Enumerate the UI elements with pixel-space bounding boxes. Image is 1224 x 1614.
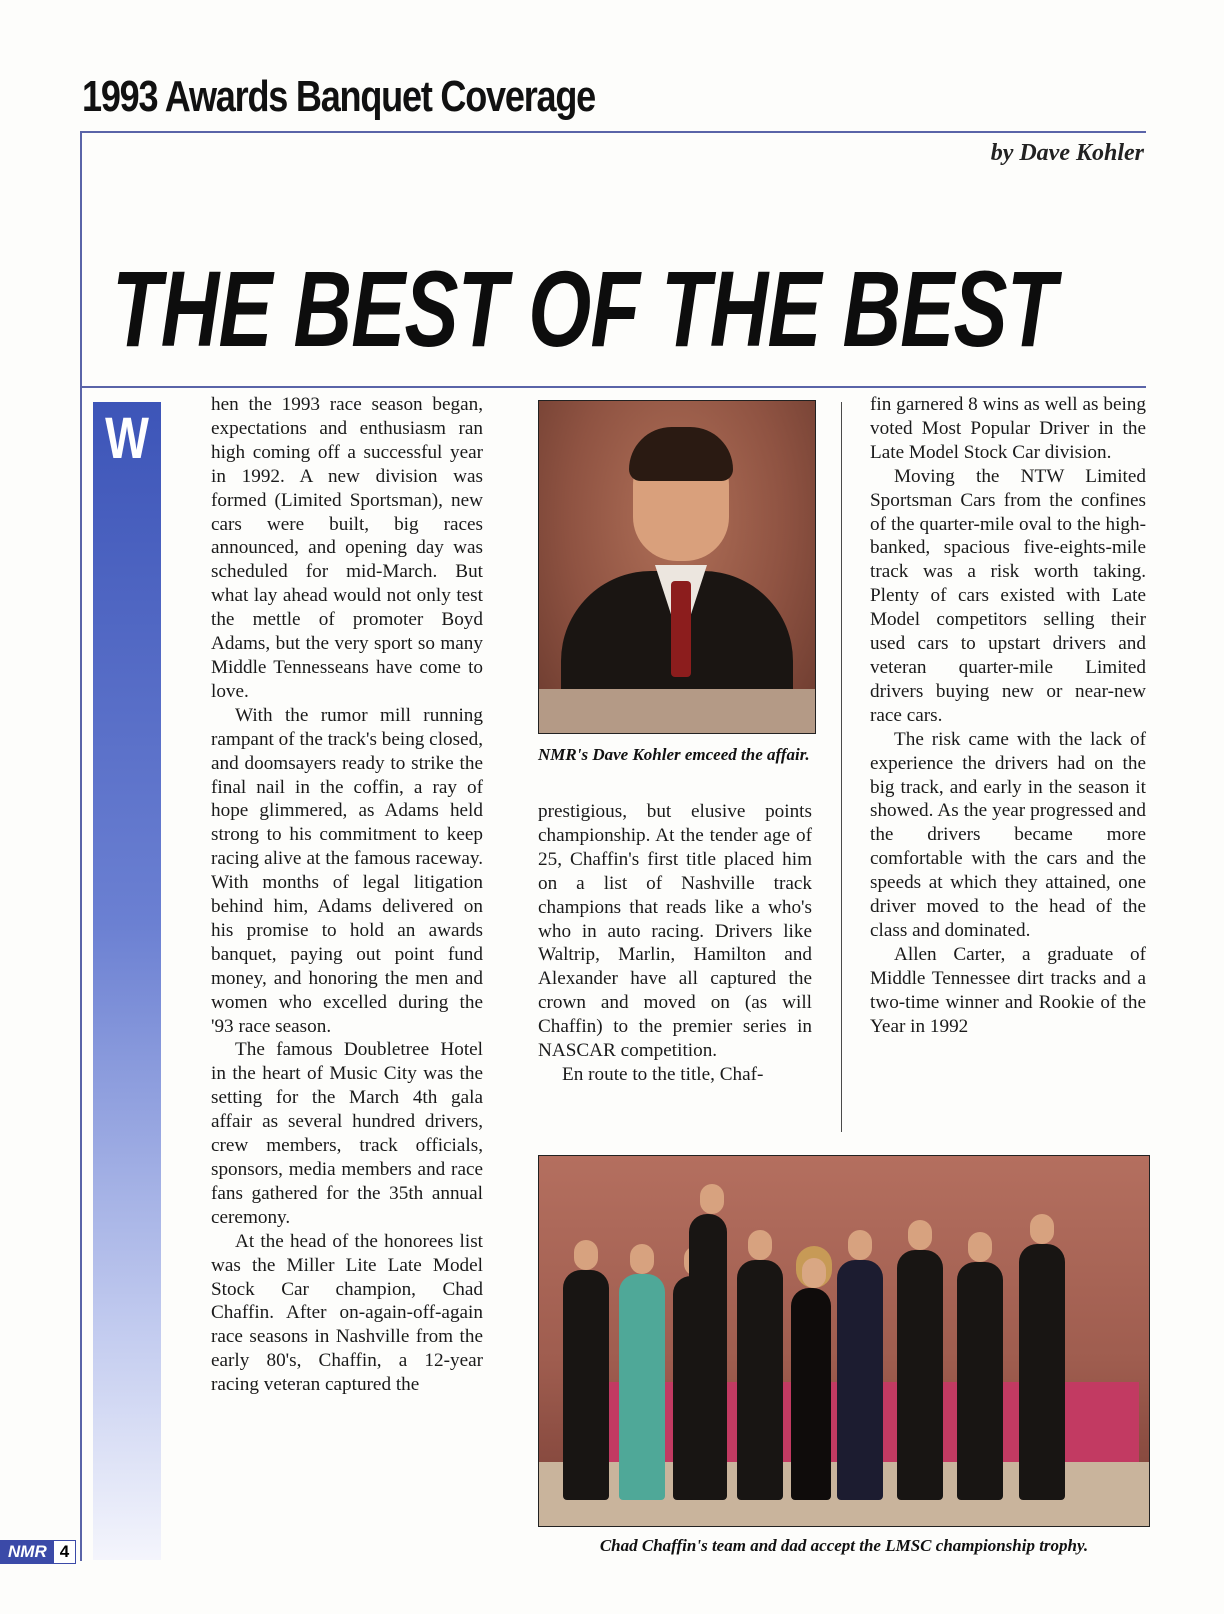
emcee-photo <box>538 400 816 734</box>
photo-person <box>957 1262 1003 1500</box>
emcee-photo-caption: NMR's Dave Kohler emceed the affair. <box>538 745 810 764</box>
paragraph: The famous Doubletree Hotel in the heart of Music City was the setting for the March 4th gala affair as several hundred drivers, crew members, track officials, sponsors, media members and race fans gathered for the 35th annual ceremony. <box>211 1039 483 1228</box>
paragraph: Moving the NTW Limited Sportsman Cars from the confines of the quarter-mile oval to the high-banked, spacious five-eights-mile track was a risk worth taking. Plenty of cars existed with Late Model competitors selling their used cars to upstart drivers and veteran quarter-mile Limited drivers buying new or near-new race cars. <box>870 465 1146 726</box>
drop-cap-bar <box>93 402 161 1560</box>
paragraph: Allen Carter, a graduate of Middle Tennessee dirt tracks and a two-time winner and Rookie of the Year in 1992 <box>870 943 1146 1037</box>
frame-top-rule <box>80 131 1146 133</box>
photo-person <box>737 1260 783 1500</box>
column-divider <box>841 402 842 1132</box>
section-title: 1993 Awards Banquet Coverage <box>82 72 595 121</box>
frame-left-rule <box>80 131 82 1561</box>
paragraph: The risk came with the lack of experience the drivers had on the big track, and early in the season it showed. As the year progressed and the drivers became more comfortable with the cars and the speeds at which they attained, one driver moved to the head of the class and dominated. <box>870 728 1146 941</box>
page-folio <box>0 1540 76 1564</box>
team-photo-caption: Chad Chaffin's team and dad accept the LMSC championship trophy. <box>599 1536 1089 1555</box>
photo-person <box>563 1270 609 1500</box>
paragraph: prestigious, but elusive points championship. At the tender age of 25, Chaffin's first title placed him on a list of Nashville track champions that reads like a who's who in auto racing. Drivers like Waltrip, Marlin, Hamilton and Alexander have all captured the crown and moved on (as will Chaffin) to the premier series in NASCAR competition. <box>538 801 812 1062</box>
photo-person <box>837 1260 883 1500</box>
photo-figure-tie <box>671 581 691 677</box>
paragraph: With the rumor mill running rampant of the track's being closed, and doomsayers ready to strike the final nail in the coffin, a ray of hope glimmered, as Adams held strong to his commitment to keep racing alive at the famous raceway. With months of legal litigation behind him, Adams delivered on his promise to hold an awards banquet, paying out point fund money, and honoring the men and women who excelled during the '93 race season. <box>211 704 483 1037</box>
photo-person <box>897 1250 943 1500</box>
photo-person <box>1019 1244 1065 1500</box>
drop-cap-letter: W <box>105 406 149 471</box>
photo-person <box>619 1274 665 1500</box>
photo-figure-hair <box>629 427 733 481</box>
team-photo <box>538 1155 1150 1527</box>
photo-podium <box>539 689 815 733</box>
article-column-2 <box>538 800 812 1087</box>
photo-person <box>791 1288 831 1500</box>
paragraph: At the head of the honorees list was the Miller Lite Late Model Stock Car champion, Chad Chaffin. After on-again-off-again race seasons in Nashville from the early 80's, Chaffin, a 12-year racing veteran captured the <box>211 1230 483 1396</box>
byline: by Dave Kohler <box>990 140 1144 166</box>
headline-rule <box>82 386 1146 388</box>
photo-person <box>689 1214 727 1500</box>
publication-name: NMR <box>0 1540 53 1564</box>
paragraph: hen the 1993 race season began, expectations and enthusiasm ran high coming off a successful year in 1992. A new division was formed (Limited Sportsman), new cars were built, big races announced, and opening day was scheduled for mid-March. But what lay ahead would not only test the mettle of promoter Boyd Adams, but the very sport so many Middle Tennesseans have come to love. <box>211 394 483 702</box>
page-number: 4 <box>53 1540 76 1564</box>
paragraph: En route to the title, Chaf- <box>562 1063 764 1085</box>
headline: THE BEST OF THE BEST <box>112 248 1056 369</box>
paragraph: fin garnered 8 wins as well as being voted Most Popular Driver in the Late Model Stock Car division. <box>870 394 1146 463</box>
article-column-3 <box>870 393 1146 1038</box>
article-column-1 <box>211 393 483 1397</box>
